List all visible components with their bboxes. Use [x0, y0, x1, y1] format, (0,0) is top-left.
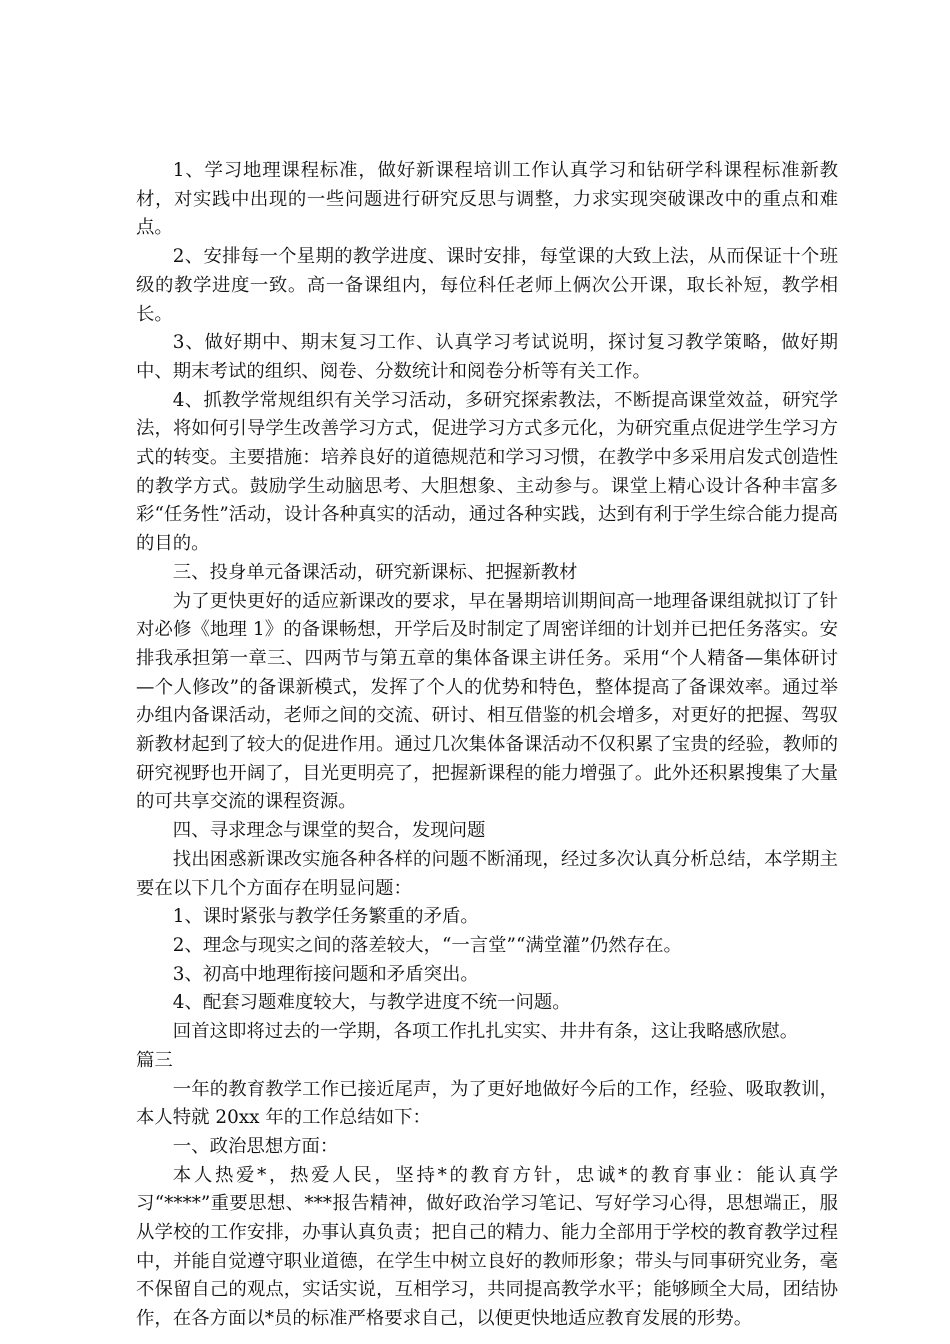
section-heading-3: 三、投身单元备课活动，研究新课标、把握新教材: [172, 561, 578, 583]
problem-item-1: 1、课时紧张与教学任务繁重的矛盾。: [172, 906, 479, 928]
problem-item-4: 4、配套习题难度较大，与教学进度不统一问题。: [172, 992, 571, 1014]
problem-item-3: 3、初高中地理衔接问题和矛盾突出。: [172, 963, 479, 985]
paragraph-6: 找出困惑新课改实施各种各样的问题不断涌现，经过多次认真分析总结，本学期主要在以下几个方面存在明显问题：: [136, 848, 838, 899]
problem-item-2: 2、理念与现实之间的落差较大，“一言堂”“满堂灌”仍然存在。: [172, 934, 682, 956]
section-heading-4: 四、寻求理念与课堂的契合，发现问题: [172, 820, 486, 842]
paragraph-5: 为了更快更好的适应新课改的要求，早在暑期培训期间高一地理备课组就拟订了针对必修《地理 1》的备课畅想，开学后及时制定了周密详细的计划并已把任务落实。安排我承担第一章三、四两节与第五章的集体备课主讲任务。采用“个人精备—集体研讨—个人修改”的备课新模式，发挥了个人的优势和特色，整体提高了备课效率。通过举办组内备课活动，老师之间的交流、研讨、相互借鉴的机会增多，对更好的把握、驾驭新教材起到了较大的促进作用。通过几次集体备课活动不仅积累了宝贵的经验，教师的研究视野也开阔了，目光更明亮了，把握新课程的能力增强了。此外还积累搜集了大量的可共享交流的课程资源。: [136, 590, 838, 813]
chapter-heading: 篇三: [136, 1049, 173, 1071]
paragraph-3: 3、做好期中、期末复习工作、认真学习考试说明，探讨复习教学策略，做好期中、期末考试的组织、阅卷、分数统计和阅卷分析等有关工作。: [136, 332, 838, 382]
paragraph-9: 本人热爱*，热爱人民，坚持*的教育方针，忠诚*的教育事业：能认真学习“****”重要思想、***报告精神，做好政治学习笔记、写好学习心得，思想端正，服从学校的工作安排，办事认真负责；把自己的精力、能力全部用于学校的教育教学过程中，并能自觉遵守职业道德，在学生中树立良好的教师形象；带头与同事研究业务，毫不保留自己的观点，实话实说，互相学习，共同提高教学水平；能够顾全大局，团结协作，在各方面以*员的标准严格要求自己，以便更快地适应教育发展的形势。: [136, 1164, 839, 1330]
section-heading-1: 一、政治思想方面：: [172, 1135, 339, 1157]
paragraph-2: 2、安排每一个星期的教学进度、课时安排，每堂课的大致上法，从而保证十个班级的教学进度一致。高一备课组内，每位科任老师上俩次公开课，取长补短，教学相长。: [136, 246, 838, 325]
paragraph-7: 回首这即将过去的一学期，各项工作扎扎实实、井井有条，这让我略感欣慰。: [172, 1021, 799, 1043]
paragraph-1: 1、学习地理课程标准，做好新课程培训工作认真学习和钻研学科课程标准新教材，对实践中出现的一些问题进行研究反思与调整，力求实现突破课改中的重点和难点。: [136, 160, 838, 239]
paragraph-8: 一年的教育教学工作已接近尾声，为了更好地做好今后的工作，经验、吸取教训，本人特就 20xx 年的工作总结如下：: [136, 1078, 838, 1129]
document-page: [136, 157, 838, 1334]
paragraph-4: 4、抓教学常规组织有关学习活动，多研究探索教法，不断提高课堂效益，研究学法，将如何引导学生改善学习方式，促进学习方式多元化，为研究重点促进学生学习方式的转变。主要措施：培养良好的道德规范和学习习惯，在教学中多采用启发式创造性的教学方式。鼓励学生动脑思考、大胆想象、主动参与。课堂上精心设计各种丰富多彩“任务性”活动，设计各种真实的活动，通过各种实践，达到有利于学生综合能力提高的目的。: [136, 389, 838, 555]
